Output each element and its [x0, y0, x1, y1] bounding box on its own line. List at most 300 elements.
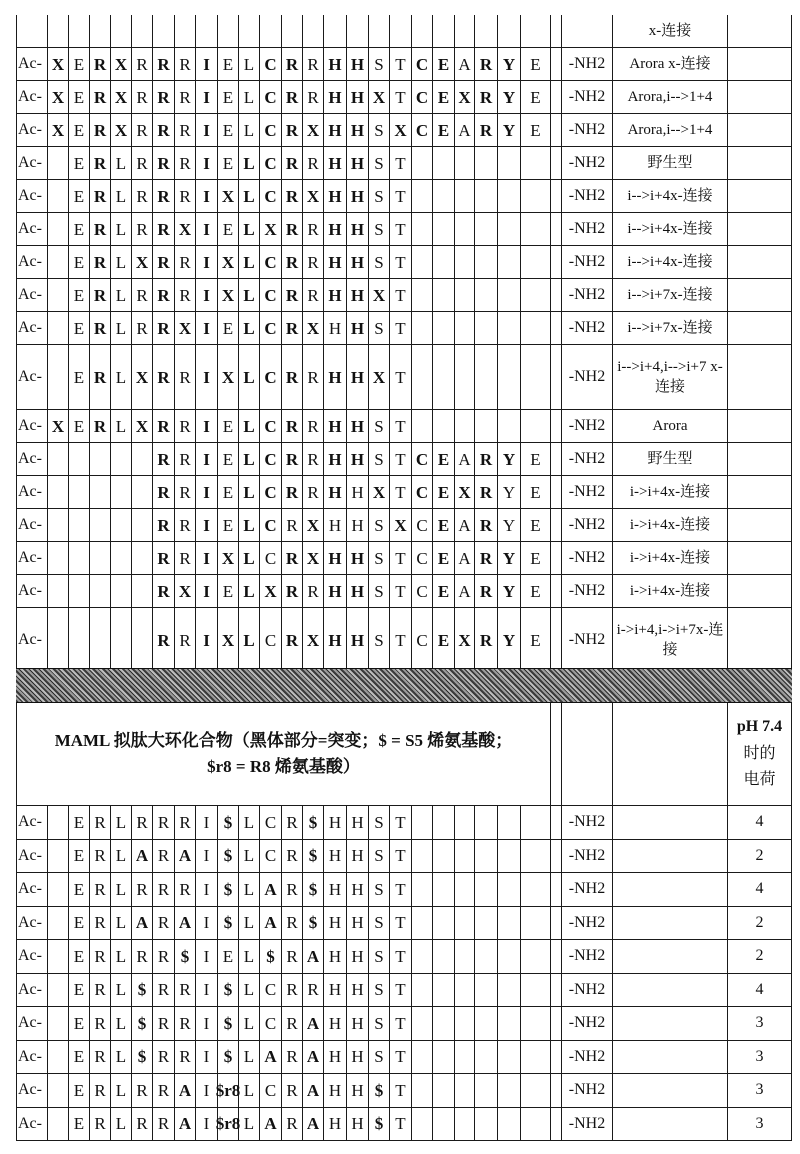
residue-cell: H	[347, 443, 369, 475]
residue-cell: A	[303, 1074, 324, 1107]
residue-cell: H	[324, 48, 347, 80]
residue-cell: R	[90, 48, 111, 80]
residue-cell	[433, 1108, 455, 1141]
residue-cell: E	[521, 608, 551, 672]
n-terminus-cell: Ac-	[16, 476, 48, 508]
charge-cell: 3	[728, 1041, 792, 1074]
residue-cell: R	[175, 974, 196, 1007]
residue-cell: R	[153, 345, 175, 409]
spacer-cell	[551, 873, 562, 906]
residue-cell: R	[153, 575, 175, 607]
c-terminus-cell: -NH2	[562, 1041, 613, 1074]
residue-cell	[433, 806, 455, 839]
spacer-cell	[551, 542, 562, 574]
residue-cell: $r8	[218, 1108, 239, 1141]
residue-cell: S	[369, 840, 390, 873]
n-terminus-cell: Ac-	[16, 1074, 48, 1107]
residue-cell: R	[132, 81, 153, 113]
n-terminus-cell: Ac-	[16, 806, 48, 839]
residue-cell: $	[369, 1074, 390, 1107]
residue-cell: X	[303, 608, 324, 672]
residue-cell	[132, 476, 153, 508]
residue-cell: C	[412, 48, 433, 80]
residue-cell	[521, 1041, 551, 1074]
residue-cell: C	[260, 345, 282, 409]
residue-cell	[412, 246, 433, 278]
residue-cell: L	[111, 873, 132, 906]
residue-cell: Y	[498, 476, 521, 508]
residue-cell: Y	[498, 443, 521, 475]
residue-cell: H	[347, 114, 369, 146]
residue-cell: E	[69, 1007, 90, 1040]
residue-cell: H	[347, 476, 369, 508]
residue-cell	[498, 345, 521, 409]
residue-cell: L	[239, 180, 260, 212]
residue-cell: R	[282, 907, 303, 940]
residue-cell: R	[90, 410, 111, 442]
residue-cell: E	[433, 81, 455, 113]
residue-cell: $	[218, 806, 239, 839]
residue-cell: L	[111, 974, 132, 1007]
residue-cell: R	[153, 940, 175, 973]
c-terminus-cell: -NH2	[562, 147, 613, 179]
residue-cell	[433, 15, 455, 47]
residue-cell: E	[69, 180, 90, 212]
residue-cell: R	[90, 1007, 111, 1040]
residue-cell	[196, 15, 218, 47]
residue-cell: H	[324, 509, 347, 541]
residue-cell	[433, 1007, 455, 1040]
residue-cell: E	[521, 575, 551, 607]
residue-cell: E	[69, 940, 90, 973]
residue-cell	[48, 1041, 69, 1074]
residue-cell	[90, 476, 111, 508]
crosslink-annotation: 野生型	[613, 443, 728, 475]
residue-cell	[111, 608, 132, 672]
residue-cell	[48, 873, 69, 906]
crosslink-annotation: i->i+4x-连接	[613, 476, 728, 508]
residue-cell	[48, 806, 69, 839]
residue-cell: S	[369, 410, 390, 442]
residue-cell: R	[303, 345, 324, 409]
residue-cell	[433, 279, 455, 311]
residue-cell: X	[369, 476, 390, 508]
residue-cell: I	[196, 345, 218, 409]
residue-cell: T	[390, 940, 412, 973]
residue-cell: T	[390, 873, 412, 906]
residue-cell	[90, 509, 111, 541]
residue-cell	[48, 940, 69, 973]
residue-cell	[498, 873, 521, 906]
residue-cell: E	[218, 114, 239, 146]
residue-cell: H	[324, 907, 347, 940]
residue-cell: C	[260, 410, 282, 442]
residue-cell: T	[390, 608, 412, 672]
table-row	[16, 246, 792, 279]
residue-cell	[260, 15, 282, 47]
residue-cell	[433, 940, 455, 973]
table-row	[16, 1041, 792, 1075]
residue-cell: C	[260, 476, 282, 508]
residue-cell: H	[324, 1041, 347, 1074]
residue-cell	[111, 542, 132, 574]
residue-cell: R	[90, 1041, 111, 1074]
residue-cell	[347, 15, 369, 47]
residue-cell	[433, 974, 455, 1007]
residue-cell: X	[455, 476, 475, 508]
residue-cell: T	[390, 279, 412, 311]
residue-cell	[132, 509, 153, 541]
residue-cell	[521, 147, 551, 179]
residue-cell: R	[303, 410, 324, 442]
residue-cell: L	[239, 1041, 260, 1074]
charge-cell	[728, 476, 792, 508]
residue-cell: E	[218, 410, 239, 442]
residue-cell: R	[90, 246, 111, 278]
residue-cell: X	[390, 509, 412, 541]
residue-cell	[153, 15, 175, 47]
residue-cell	[521, 279, 551, 311]
residue-cell	[455, 15, 475, 47]
residue-cell: E	[69, 48, 90, 80]
residue-cell: E	[433, 542, 455, 574]
c-terminus-cell: -NH2	[562, 608, 613, 672]
residue-cell	[498, 806, 521, 839]
residue-cell: L	[239, 81, 260, 113]
residue-cell	[521, 410, 551, 442]
spacer-cell	[551, 806, 562, 839]
residue-cell	[455, 940, 475, 973]
residue-cell: R	[282, 1108, 303, 1141]
residue-cell: H	[324, 1007, 347, 1040]
residue-cell: X	[218, 246, 239, 278]
residue-cell: E	[218, 48, 239, 80]
residue-cell: X	[260, 213, 282, 245]
residue-cell	[132, 15, 153, 47]
residue-cell	[433, 147, 455, 179]
residue-cell: Y	[498, 608, 521, 672]
residue-cell	[475, 345, 498, 409]
residue-cell	[475, 213, 498, 245]
residue-cell	[90, 608, 111, 672]
residue-cell	[455, 180, 475, 212]
residue-cell	[303, 15, 324, 47]
residue-cell: H	[324, 873, 347, 906]
residue-cell: E	[433, 476, 455, 508]
c-terminus-cell: -NH2	[562, 114, 613, 146]
residue-cell: X	[48, 114, 69, 146]
residue-cell: T	[390, 974, 412, 1007]
residue-cell: T	[390, 213, 412, 245]
residue-cell: R	[175, 48, 196, 80]
residue-cell: C	[412, 509, 433, 541]
residue-cell: X	[303, 180, 324, 212]
residue-cell	[455, 147, 475, 179]
residue-cell	[433, 840, 455, 873]
spacer-cell	[551, 15, 562, 47]
residue-cell: H	[324, 575, 347, 607]
residue-cell: R	[90, 1108, 111, 1141]
n-terminus-cell	[16, 15, 48, 47]
residue-cell: R	[90, 312, 111, 344]
residue-cell	[111, 509, 132, 541]
residue-cell: H	[324, 840, 347, 873]
residue-cell: $	[369, 1108, 390, 1141]
residue-cell: L	[239, 213, 260, 245]
residue-cell: R	[475, 476, 498, 508]
residue-cell: R	[132, 312, 153, 344]
residue-cell	[48, 279, 69, 311]
residue-cell: $	[303, 873, 324, 906]
residue-cell: R	[90, 279, 111, 311]
charge-cell	[728, 213, 792, 245]
residue-cell	[498, 940, 521, 973]
residue-cell: $	[132, 1041, 153, 1074]
residue-cell: R	[282, 443, 303, 475]
residue-cell: R	[175, 147, 196, 179]
residue-cell: R	[132, 279, 153, 311]
residue-cell: E	[521, 81, 551, 113]
residue-cell: R	[90, 213, 111, 245]
residue-cell: X	[218, 279, 239, 311]
residue-cell	[69, 509, 90, 541]
residue-cell: T	[390, 542, 412, 574]
charge-cell	[728, 114, 792, 146]
residue-cell: I	[196, 575, 218, 607]
residue-cell	[111, 15, 132, 47]
residue-cell	[412, 213, 433, 245]
residue-cell: R	[90, 840, 111, 873]
residue-cell: H	[347, 1007, 369, 1040]
residue-cell: H	[347, 213, 369, 245]
residue-cell: R	[303, 147, 324, 179]
residue-cell: H	[324, 806, 347, 839]
residue-cell: L	[239, 147, 260, 179]
residue-cell: A	[260, 873, 282, 906]
residue-cell: E	[218, 443, 239, 475]
residue-cell: H	[324, 279, 347, 311]
residue-cell	[90, 542, 111, 574]
residue-cell	[455, 840, 475, 873]
residue-cell	[498, 180, 521, 212]
table-row	[16, 410, 792, 443]
c-terminus-cell: -NH2	[562, 509, 613, 541]
residue-cell	[239, 15, 260, 47]
residue-cell: R	[282, 410, 303, 442]
residue-cell: T	[390, 1074, 412, 1107]
residue-cell	[455, 410, 475, 442]
c-terminus-cell: -NH2	[562, 443, 613, 475]
table-row	[16, 114, 792, 147]
c-terminus-cell: -NH2	[562, 279, 613, 311]
residue-cell: R	[175, 81, 196, 113]
residue-cell: H	[347, 907, 369, 940]
table-row	[16, 345, 792, 410]
table-row	[16, 213, 792, 246]
residue-cell: X	[132, 246, 153, 278]
c-terminus-cell: -NH2	[562, 542, 613, 574]
residue-cell: R	[282, 279, 303, 311]
residue-cell: L	[111, 1074, 132, 1107]
residue-cell: R	[132, 1074, 153, 1107]
residue-cell	[475, 940, 498, 973]
residue-cell: S	[369, 873, 390, 906]
residue-cell: R	[153, 608, 175, 672]
residue-cell	[412, 312, 433, 344]
residue-cell: C	[260, 840, 282, 873]
residue-cell	[498, 213, 521, 245]
residue-cell: R	[475, 114, 498, 146]
residue-cell: X	[111, 81, 132, 113]
crosslink-annotation: 野生型	[613, 147, 728, 179]
residue-cell: X	[303, 509, 324, 541]
residue-cell: S	[369, 575, 390, 607]
n-terminus-cell: Ac-	[16, 1041, 48, 1074]
residue-cell: T	[390, 1041, 412, 1074]
residue-cell	[48, 180, 69, 212]
residue-cell	[412, 840, 433, 873]
residue-cell: A	[175, 1108, 196, 1141]
residue-cell: R	[175, 1007, 196, 1040]
residue-cell	[132, 575, 153, 607]
residue-cell: X	[455, 81, 475, 113]
residue-cell: A	[455, 114, 475, 146]
residue-cell: R	[132, 180, 153, 212]
residue-cell	[412, 1108, 433, 1141]
residue-cell: S	[369, 1041, 390, 1074]
residue-cell: I	[196, 608, 218, 672]
residue-cell: T	[390, 147, 412, 179]
residue-cell: R	[282, 806, 303, 839]
residue-cell	[412, 806, 433, 839]
residue-cell: S	[369, 1007, 390, 1040]
residue-cell: S	[369, 974, 390, 1007]
c-terminus-cell: -NH2	[562, 1108, 613, 1141]
residue-cell: L	[239, 907, 260, 940]
residue-cell	[433, 907, 455, 940]
residue-cell: R	[475, 608, 498, 672]
maml-nh-header-cell	[562, 703, 613, 805]
residue-cell: R	[282, 81, 303, 113]
residue-cell: R	[153, 213, 175, 245]
residue-cell: H	[324, 974, 347, 1007]
residue-cell: A	[260, 1041, 282, 1074]
residue-cell	[412, 974, 433, 1007]
residue-cell: C	[412, 542, 433, 574]
residue-cell: A	[303, 940, 324, 973]
spacer-cell	[551, 246, 562, 278]
n-terminus-cell: Ac-	[16, 509, 48, 541]
c-terminus-cell: -NH2	[562, 345, 613, 409]
residue-cell: R	[282, 213, 303, 245]
residue-cell	[521, 1108, 551, 1141]
n-terminus-cell: Ac-	[16, 147, 48, 179]
residue-cell: S	[369, 213, 390, 245]
residue-cell: R	[153, 907, 175, 940]
residue-cell: A	[455, 509, 475, 541]
residue-cell	[455, 246, 475, 278]
residue-cell	[475, 312, 498, 344]
maml-title-line2: $r8 = R8 烯氨基酸）	[207, 757, 360, 776]
table-row	[16, 1108, 792, 1142]
residue-cell: I	[196, 1074, 218, 1107]
residue-cell: C	[260, 312, 282, 344]
n-terminus-cell: Ac-	[16, 114, 48, 146]
crosslink-annotation: i-->i+4,i-->i+7 x-连接	[613, 345, 728, 409]
spacer-cell	[551, 81, 562, 113]
residue-cell: E	[433, 575, 455, 607]
residue-cell	[69, 476, 90, 508]
residue-cell: R	[132, 806, 153, 839]
crosslink-annotation	[613, 873, 728, 906]
residue-cell: R	[282, 575, 303, 607]
table-row	[16, 907, 792, 941]
residue-cell: T	[390, 48, 412, 80]
charge-cell: 4	[728, 806, 792, 839]
residue-cell: R	[132, 213, 153, 245]
spacer-cell	[551, 180, 562, 212]
residue-cell: L	[111, 840, 132, 873]
spacer-cell	[551, 1074, 562, 1107]
residue-cell: L	[239, 940, 260, 973]
residue-cell: H	[324, 443, 347, 475]
residue-cell	[48, 575, 69, 607]
residue-cell: R	[282, 1041, 303, 1074]
residue-cell: E	[218, 213, 239, 245]
residue-cell: L	[111, 410, 132, 442]
table-row	[16, 1074, 792, 1108]
residue-cell	[433, 1074, 455, 1107]
c-terminus-cell	[562, 15, 613, 47]
residue-cell	[475, 1074, 498, 1107]
residue-cell: I	[196, 48, 218, 80]
table-row	[16, 840, 792, 874]
charge-cell	[728, 180, 792, 212]
residue-cell: I	[196, 443, 218, 475]
residue-cell: I	[196, 1041, 218, 1074]
table-row	[16, 542, 792, 575]
residue-cell	[475, 180, 498, 212]
residue-cell	[111, 575, 132, 607]
residue-cell: E	[69, 345, 90, 409]
residue-cell: X	[218, 608, 239, 672]
residue-cell: H	[347, 147, 369, 179]
residue-cell: E	[433, 48, 455, 80]
charge-cell	[728, 312, 792, 344]
residue-cell: E	[69, 147, 90, 179]
crosslink-annotation: i-->i+4x-连接	[613, 246, 728, 278]
residue-cell: T	[390, 840, 412, 873]
residue-cell	[498, 974, 521, 1007]
table-row	[16, 81, 792, 114]
charge-cell	[728, 410, 792, 442]
residue-cell: E	[69, 873, 90, 906]
residue-cell	[498, 246, 521, 278]
residue-cell	[475, 1007, 498, 1040]
crosslink-annotation: i-->i+7x-连接	[613, 312, 728, 344]
residue-cell	[475, 246, 498, 278]
residue-cell: R	[90, 940, 111, 973]
residue-cell: C	[412, 608, 433, 672]
residue-cell	[475, 147, 498, 179]
residue-cell: I	[196, 246, 218, 278]
n-terminus-cell: Ac-	[16, 1108, 48, 1141]
n-terminus-cell: Ac-	[16, 974, 48, 1007]
residue-cell: S	[369, 147, 390, 179]
residue-cell: R	[175, 873, 196, 906]
spacer-cell	[551, 279, 562, 311]
residue-cell	[48, 15, 69, 47]
